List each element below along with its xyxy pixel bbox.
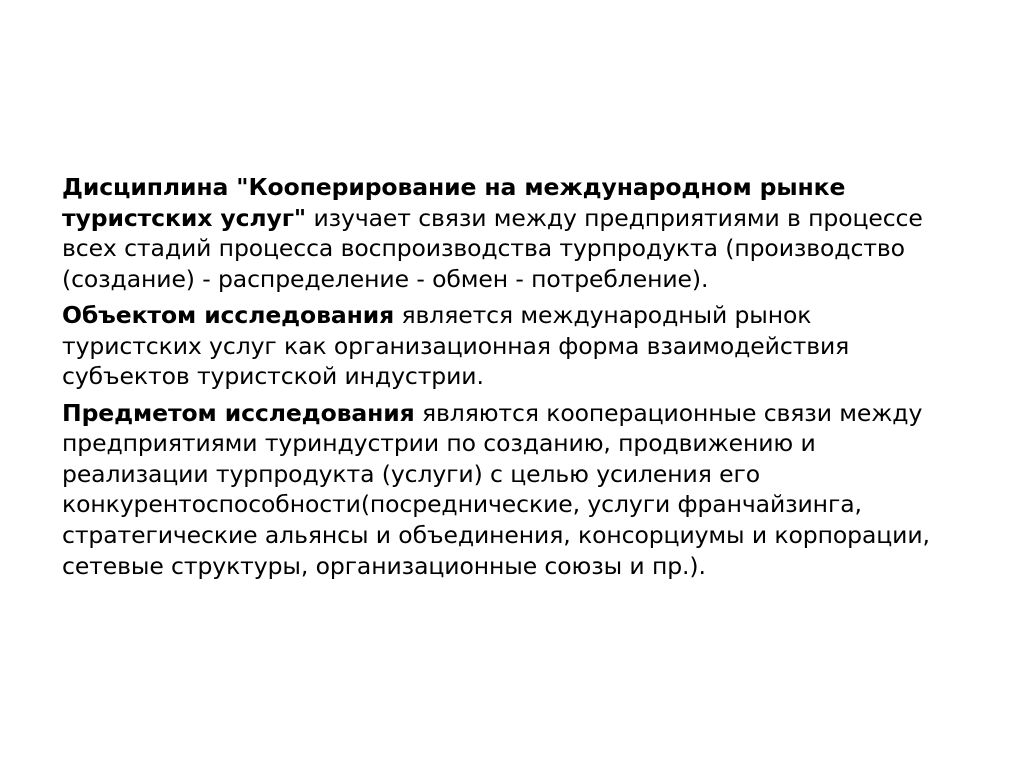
paragraph-subject xyxy=(62,398,952,581)
paragraph-subject-lead: Предметом исследования xyxy=(62,398,415,427)
paragraph-object-lead: Объектом исследования xyxy=(62,301,395,330)
paragraph-discipline xyxy=(62,172,952,294)
slide-text-body xyxy=(62,172,952,581)
paragraph-discipline-rest: изучает связи между предприятиями в процессе всех стадий процесса воспроизводства турпродукта (производство (создание) - распределение - обмен - потребление). xyxy=(62,203,923,293)
paragraph-object-rest: является международный рынок туристских услуг как организационная форма взаимодействия субъектов туристской индустрии. xyxy=(62,301,850,391)
paragraph-subject-rest: являются кооперационные связи между предприятиями туриндустрии по созданию, продвижению и реализации турпродукта (услуги) с целью усиления его конкурентоспособности(посреднические, услуги франчайзинга, стратегические альянсы и объединения, консорциумы и корпорации, сетевые структуры, организационные союзы и пр.). xyxy=(62,398,930,580)
paragraph-object xyxy=(62,300,952,392)
paragraph-discipline-lead: Дисциплина "Кооперирование на международном рынке туристских услуг" xyxy=(62,173,846,232)
